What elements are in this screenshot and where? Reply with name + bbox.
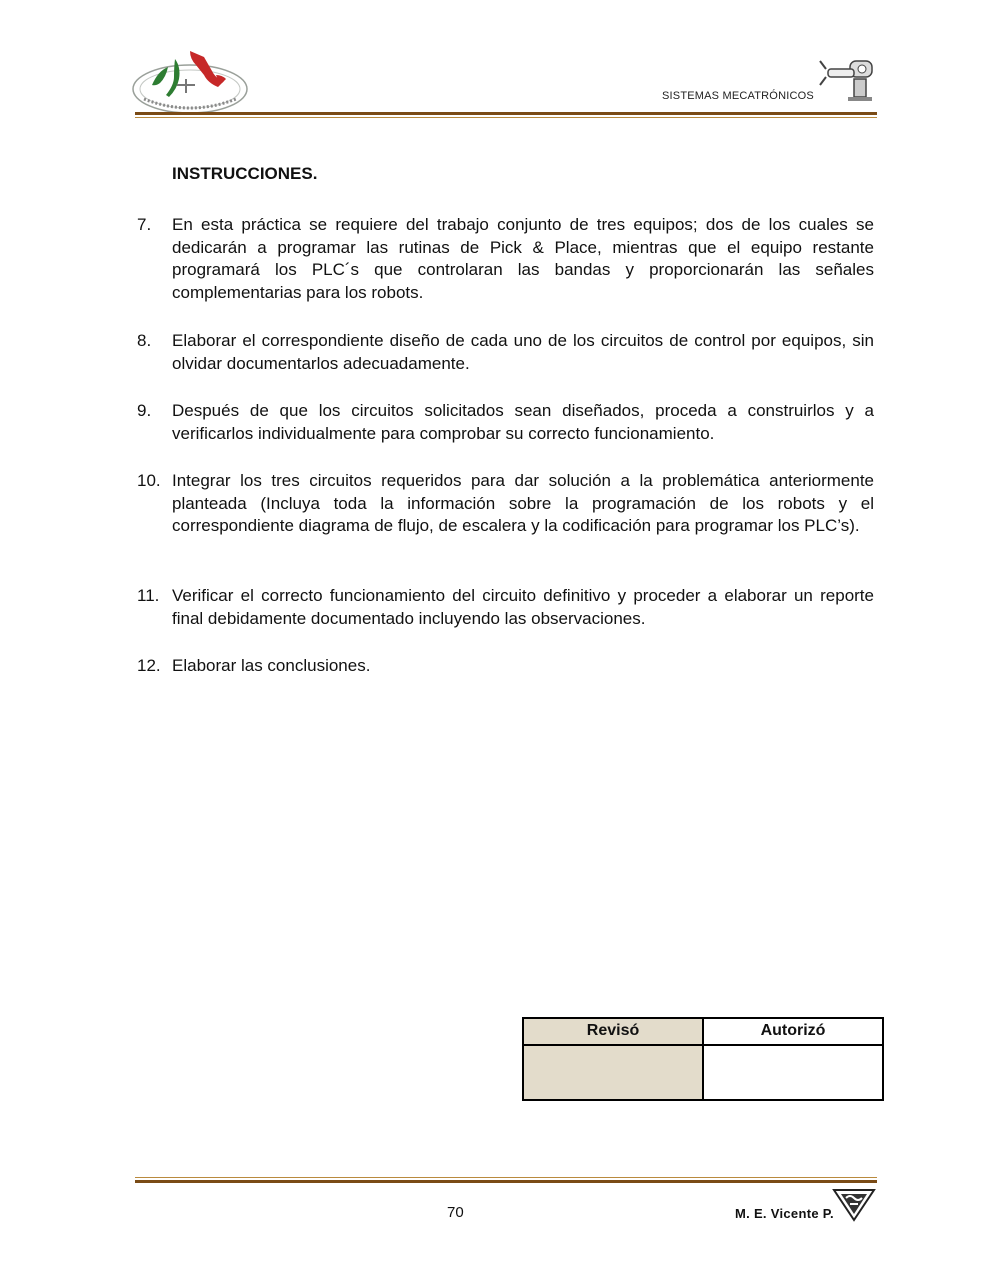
item-number: 8.	[137, 331, 152, 350]
item-number: 10.	[137, 471, 161, 490]
header-rule	[135, 112, 877, 115]
list-item	[137, 470, 874, 538]
list-item	[137, 400, 874, 445]
list-item	[137, 214, 874, 304]
item-number: 9.	[137, 401, 152, 420]
item-number: 7.	[137, 215, 152, 234]
item-text: Después de que los circuitos solicitados sean diseñados, proceda a construirlos y a verificarlos individualmente para comprobar su correcto funcionamiento.	[172, 401, 874, 443]
author-logo-icon	[832, 1186, 876, 1222]
autorizo-signature-box	[703, 1045, 883, 1100]
footer-rule	[135, 1180, 877, 1183]
item-text: En esta práctica se requiere del trabajo conjunto de tres equipos; dos de los cuales se dedicarán a programar las rutinas de Pick & Place, mientras que el equipo restante programará los PLC´s que controlaran las bandas y proporcionarán las señales complementarias para los robots.	[172, 215, 874, 302]
list-item	[137, 585, 874, 630]
item-text: Verificar el correcto funcionamiento del circuito definitivo y proceder a elaborar un reporte final debidamente documentado incluyendo las observaciones.	[172, 586, 874, 628]
item-number: 12.	[137, 656, 161, 675]
list-item	[137, 655, 874, 678]
list-item	[137, 330, 874, 375]
header-rule-thin	[135, 117, 877, 118]
author-name: M. E. Vicente P.	[735, 1206, 834, 1221]
item-text: Integrar los tres circuitos requeridos para dar solución a la problemática anteriormente planteada (Incluya toda la información sobre la programación de los robots y el correspondiente diagrama de flujo, de escalera y la codificación para programar los PLC’s).	[172, 471, 874, 535]
item-text: Elaborar el correspondiente diseño de cada uno de los circuitos de control por equipos, sin olvidar documentarlos adecuadamente.	[172, 331, 874, 373]
autorizo-header: Autorizó	[703, 1018, 883, 1045]
header-title: SISTEMAS MECATRÓNICOS	[662, 90, 814, 102]
page-number: 70	[447, 1204, 464, 1221]
footer-rule-thin	[135, 1177, 877, 1178]
item-number: 11.	[137, 586, 160, 605]
robot-arm-icon	[818, 55, 878, 103]
reviso-header: Revisó	[523, 1018, 703, 1045]
reviso-signature-box	[523, 1045, 703, 1100]
institute-logo-icon	[130, 45, 250, 117]
section-heading: INSTRUCCIONES.	[172, 164, 318, 183]
item-text: Elaborar las conclusiones.	[172, 656, 371, 675]
signature-table	[522, 1017, 884, 1101]
